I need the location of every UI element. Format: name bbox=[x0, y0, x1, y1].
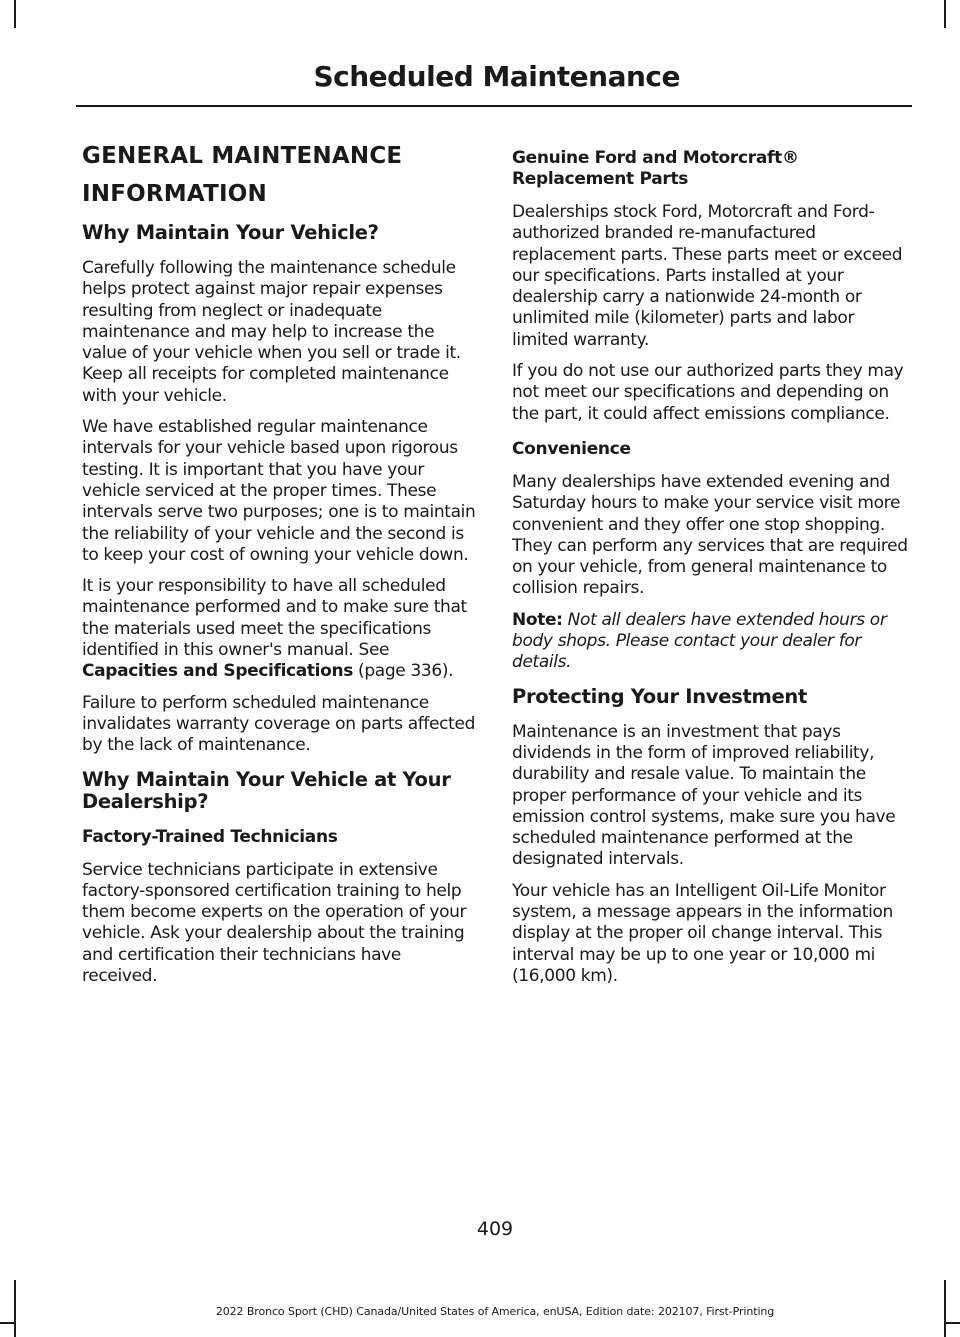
paragraph-technicians: Service technicians participate in extensive factory-sponsored certification training to help them become experts on the operation of your vehicle. Ask your dealership about the training and certification their technicians have received. bbox=[82, 859, 467, 987]
page-reference: (page 336). bbox=[353, 661, 454, 682]
paragraph-responsibility bbox=[82, 576, 480, 682]
heading-why-maintain: Why Maintain Your Vehicle? bbox=[82, 221, 379, 244]
paragraph-investment: Maintenance is an investment that pays dividends in the form of improved reliability, durability and resale value. To maintain the proper performance of your vehicle and its emission control systems, make sure you have scheduled maintenance performed at the designated intervals. bbox=[512, 721, 896, 870]
right-column bbox=[512, 140, 910, 997]
note-text: Not all dealers have extended hours or body shops. Please contact your dealer for details. bbox=[512, 609, 887, 673]
crop-mark-top-right bbox=[944, 0, 946, 28]
paragraph-intervals: We have established regular maintenance intervals for your vehicle based upon rigorous testing. It is important that you have your vehicle serviced at the proper times. These intervals serve two purposes; one is to maintain the reliability of your vehicle and the second is to keep your cost of owning your vehicle down. bbox=[82, 417, 476, 565]
page-number: 409 bbox=[476, 1218, 514, 1240]
note bbox=[512, 610, 910, 674]
paragraph-failure: Failure to perform scheduled maintenance invalidates warranty coverage on parts affected by the lack of maintenance. bbox=[82, 692, 476, 756]
section-heading-general-1: GENERAL MAINTENANCE bbox=[82, 143, 403, 169]
heading-why-dealership: Why Maintain Your Vehicle at Your Dealership? bbox=[82, 767, 451, 813]
header-rule bbox=[76, 105, 912, 107]
section-heading-general-2: INFORMATION bbox=[82, 181, 267, 207]
heading-convenience: Convenience bbox=[512, 438, 631, 459]
responsibility-text: It is your responsibility to have all scheduled maintenance performed and to make sure that the materials used meet the specifications identified in this owner's manual. See bbox=[82, 576, 467, 661]
note-label: Note: bbox=[512, 609, 563, 630]
heading-genuine-parts: Genuine Ford and Motorcraft® Replacement Parts bbox=[512, 148, 799, 189]
page-header-title: Scheduled Maintenance bbox=[313, 60, 680, 93]
paragraph-maintenance-schedule: Carefully following the maintenance schedule helps protect against major repair expenses resulting from neglect or inadequate maintenance and may help to increase the value of your vehicle when you sell or trade it. Keep all receipts for completed maintenance with your vehicle. bbox=[82, 258, 461, 406]
left-column bbox=[82, 140, 480, 997]
crop-mark-bottom-left-h bbox=[0, 1322, 14, 1324]
crop-mark-bottom-right-h bbox=[946, 1322, 960, 1324]
paragraph-dealership-parts: Dealerships stock Ford, Motorcraft and Ford-authorized branded re-manufactured replacement parts. These parts meet or exceed our specifications. Parts installed at your dealership carry a nationwide 24-month or unlimited mile (kilometer) parts and labor limited warranty. bbox=[512, 202, 903, 350]
footer-edition: 2022 Bronco Sport (CHD) Canada/United States of America, enUSA, Edition date: 202107, First-Printing bbox=[215, 1305, 775, 1318]
paragraph-authorized-parts: If you do not use our authorized parts they may not meet our specifications and depending on the part, it could affect emissions compliance. bbox=[512, 361, 904, 424]
heading-protecting-investment: Protecting Your Investment bbox=[512, 684, 808, 708]
crop-mark-top-left bbox=[14, 0, 16, 28]
paragraph-convenience: Many dealerships have extended evening and Saturday hours to make your service visit more convenient and they offer one stop shopping. They can perform any services that are required on your vehicle, from general maintenance to collision repairs. bbox=[512, 471, 908, 599]
paragraph-oil-life-monitor: Your vehicle has an Intelligent Oil-Life Monitor system, a message appears in the information display at the proper oil change interval. This interval may be up to one year or 10,000 mi (16,000 km). bbox=[512, 880, 893, 986]
link-capacities-specifications[interactable]: Capacities and Specifications bbox=[82, 661, 353, 682]
heading-factory-trained: Factory-Trained Technicians bbox=[82, 826, 338, 847]
